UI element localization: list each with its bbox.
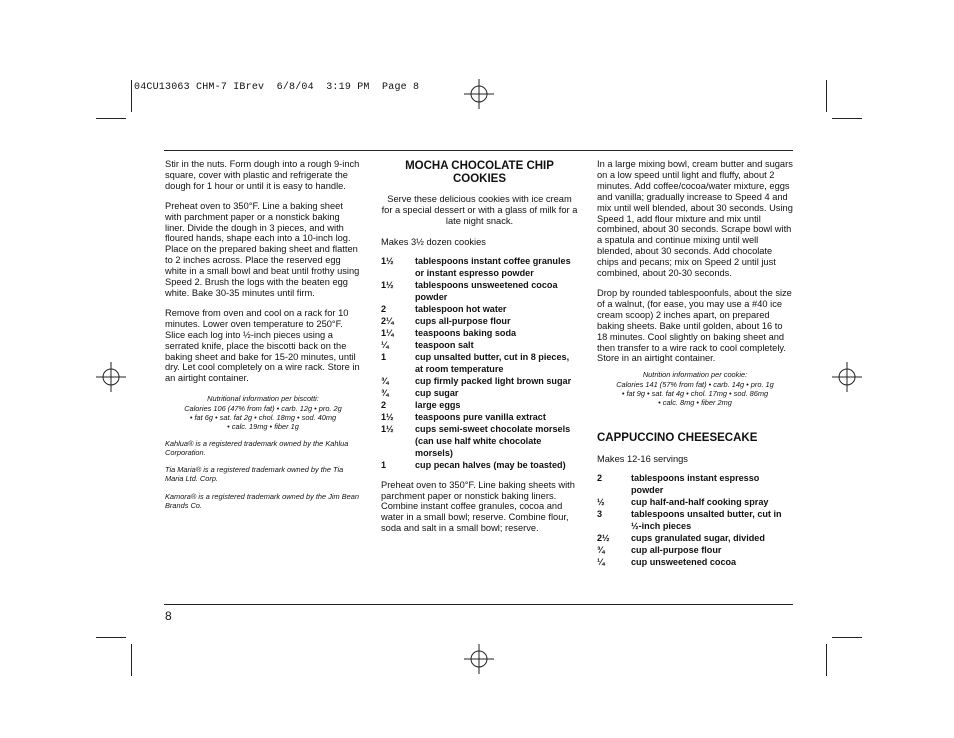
ingredient-text: cup pecan halves (may be toasted) [415,459,566,470]
ingredient [381,327,578,339]
ingredient-qty: ¼ [597,557,605,568]
right-column [597,159,793,568]
ingredient [381,315,578,327]
ingredient-text: teaspoon salt [415,339,474,350]
ingredient [381,411,578,423]
nutrition-line: Nutritional information per biscotti: [207,394,319,404]
nutrition-line: Calories 106 (47% from fat) • carb. 12g • pro. 2g [184,403,342,413]
recipe-title-line: MOCHA CHOCOLATE CHIP [405,160,554,172]
nutrition-line: Nutrition information per cookie: [642,370,748,380]
ingredient [597,544,793,556]
ingredient [381,339,578,351]
ingredient-text: cup unsweetened cocoa [631,557,737,568]
ingredient [597,472,793,496]
ingredient-qty: 1 [381,459,387,470]
ingredient [597,532,793,544]
ingredient-text: cups all-purpose flour [415,315,511,326]
crop-mark [832,118,862,119]
ingredient-qty: 2 [381,399,387,410]
trademark-note: Kahlua® is a registered trademark owned by the Kahlua Corporation. [165,438,349,457]
recipe-directions: Preheat oven to 350°F. Line baking sheets with parchment paper or nonstick baking liners. Combine instant coffee granules, cocoa and water in a small bowl; reserve. Combine flour, soda and salt in a small bowl; reserve. [381,479,575,534]
ingredient-text: tablespoons instant espresso powder [631,473,760,496]
ingredient-text: tablespoons unsweetened cocoa powder [415,279,558,302]
ingredient [381,255,578,279]
crop-mark [131,644,132,676]
ingredient [381,303,578,315]
recipe-title-line: COOKIES [452,172,507,185]
ingredient-qty: 1½ [381,255,394,266]
ingredient-text: cups granulated sugar, divided [631,533,765,544]
ingredient [381,399,578,411]
recipe-title [381,160,578,185]
ingredient [597,508,793,532]
recipe-yield: Makes 12-16 servings [597,454,688,465]
recipe-intro: Serve these delicious cookies with ice cream for a special dessert or with a glass of milk for a late night snack. [381,194,578,226]
ingredient-qty: ¾ [381,387,389,398]
nutrition-line: • calc. 19mg • fiber 1g [227,422,299,432]
ingredient-text: cups semi-sweet chocolate morsels (can use half white chocolate morsels) [415,423,571,458]
ingredient-text: tablespoon hot water [415,303,507,314]
paragraph: Remove from oven and cool on a rack for 10 minutes. Lower oven temperature to 250°F. Slice each log into ½-inch pieces using a serrated knife, place the biscotti back on the baking sheet and bake for 15-20 minutes, until dry. Let cool completely on a wire rack. Store in an airtight container. [165,307,360,384]
ingredient-list [597,472,793,568]
registration-mark-icon [464,79,494,109]
crop-mark [96,637,126,638]
crop-mark [131,80,132,112]
ingredient [381,375,578,387]
ingredient-qty: ¾ [381,375,389,386]
ingredient-text: teaspoons baking soda [415,327,517,338]
nutrition-line: • fat 6g • sat. fat 2g • chol. 18mg • sod. 40mg [189,413,337,423]
paragraph: Preheat oven to 350°F. Line a baking sheet with parchment paper or a nonstick baking liner. Divide the dough in 3 pieces, and with floured hands, shape each into a 10-inch log. Place on the prepared baking sheet and flatten to 2 inches across. Place the reserved egg white in a small bowl and beat until frothy using Speed 2. Brush the logs with the beaten egg white. Bake 30-35 minutes until firm. [165,200,360,298]
ingredient-qty: ½ [597,497,605,508]
crop-mark [826,644,827,676]
crop-mark [826,80,827,112]
ingredient-text: cup sugar [415,387,459,398]
ingredient-qty: 2¼ [381,315,394,326]
trademark-note: Tia Maria® is a registered trademark owned by the Tia Maria Ltd. Corp. [165,465,344,484]
ingredient-qty: 3 [597,509,603,520]
top-rule [164,150,793,151]
nutrition-info [597,370,793,407]
ingredient-text: cup firmly packed light brown sugar [415,375,572,386]
middle-column [381,160,578,543]
ingredient [381,351,578,375]
nutrition-line: Calories 141 (57% from fat) • carb. 14g • pro. 1g [616,379,774,389]
ingredient [381,279,578,303]
registration-mark-icon [464,644,494,674]
nutrition-line: • fat 9g • sat. fat 4g • chol. 17mg • sod. 86mg [621,388,769,398]
ingredient-qty: 1¼ [381,327,394,338]
ingredient [597,496,793,508]
nutrition-info [165,394,361,432]
ingredient-qty: 2½ [597,533,610,544]
ingredient-qty: 1 [381,351,387,362]
paragraph: Stir in the nuts. Form dough into a rough 9-inch square, cover with plastic and refrigerate the dough for 1 hour or until it is easy to handle. [165,159,360,191]
ingredient-qty: ¾ [597,545,605,556]
ingredient-qty: 2 [597,473,603,484]
ingredient-qty: 1½ [381,411,394,422]
nutrition-line: • calc. 8mg • fiber 2mg [658,397,732,407]
ingredient-qty: 1½ [381,279,394,290]
paragraph: Drop by rounded tablespoonfuls, about the size of a walnut, (for ease, you may use a #40 ice cream scoop) 2 inches apart, on prepared baking sheets. Bake until golden, about 16 to 18 minutes. Cool slightly on baking sheet and then transfer to a wire rack to cool completely. Store in an airtight container. [597,287,792,364]
registration-mark-icon [96,362,126,392]
ingredient-text: large eggs [415,399,461,410]
ingredient [597,556,793,568]
ingredient [381,423,578,459]
ingredient-qty: 1½ [381,423,394,434]
ingredient-qty: ¼ [381,339,389,350]
recipe-yield: Makes 3½ dozen cookies [381,236,486,247]
ingredient [381,387,578,399]
bottom-rule [164,604,793,605]
ingredient-text: cup all-purpose flour [631,545,722,556]
trademark-note: Kamora® is a registered trademark owned by the Jim Bean Brands Co. [165,492,359,510]
ingredient-text: teaspoons pure vanilla extract [415,411,546,422]
left-column [165,159,361,520]
print-slug: 04CU13063 CHM-7 IBrev 6/8/04 3:19 PM Page 8 [134,82,420,93]
ingredient-text: tablespoons instant coffee granules or instant espresso powder [415,255,571,278]
crop-mark [832,637,862,638]
ingredient-text: cup half-and-half cooking spray [631,497,769,508]
paragraph: In a large mixing bowl, cream butter and sugars on a low speed until light and fluffy, about 2 minutes. Add coffee/cocoa/water mixture, eggs and vanilla; gradually increase to Speed 4 and mix until well blended, about 30 seconds. Using Speed 1, add flour mixture and mix until combined, about 30 seconds. Scrape bowl with a spatula and continue mixing until well blended, about 30 seconds. Add chocolate chips and pecans; mix on Speed 2 until just combined, about 20-30 seconds. [597,159,793,279]
ingredient-text: cup unsalted butter, cut in 8 pieces, at room temperature [415,351,570,374]
ingredient-qty: 2 [381,303,387,314]
ingredient-list [381,255,578,471]
recipe-title: CAPPUCCINO CHEESECAKE [597,432,758,445]
crop-mark [96,118,126,119]
registration-mark-icon [832,362,862,392]
ingredient-text: tablespoons unsalted butter, cut in ½-inch pieces [631,509,782,532]
page-number: 8 [165,609,172,623]
ingredient [381,459,578,471]
